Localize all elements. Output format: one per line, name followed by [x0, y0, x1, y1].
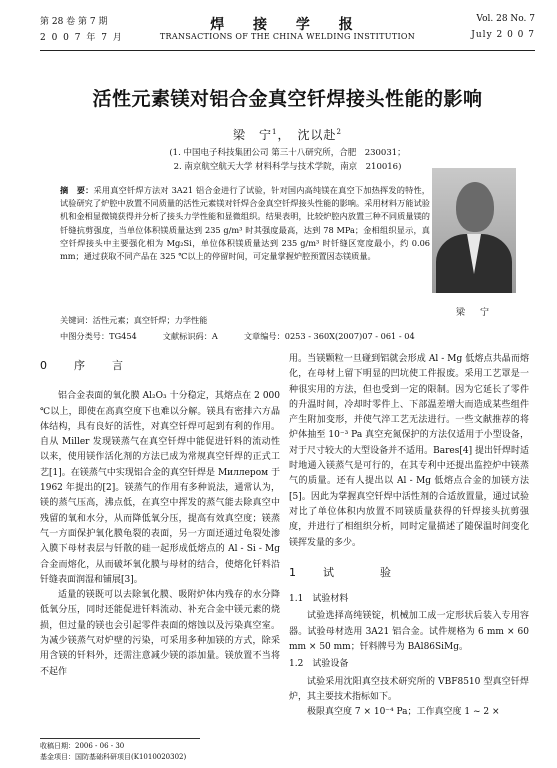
left-column — [40, 352, 280, 680]
author-line — [40, 126, 535, 143]
author-photo — [432, 168, 516, 293]
keywords-label: 关键词： — [60, 315, 93, 325]
body-paragraph: 试验采用沈阳真空技术研究所的 VBF8510 型真空钎焊炉，其主要技术指标如下。 — [289, 676, 529, 702]
photo-caption: 梁 宁 — [455, 308, 492, 318]
paper-title: 活性元素镁对铝合金真空钎焊接头性能的影响 — [92, 88, 483, 110]
header-rule — [40, 50, 535, 51]
section-heading-intro: 0 序 言 — [40, 359, 131, 372]
article-number: 文章编号：0253 - 360X(2007)07 - 061 - 04 — [243, 331, 415, 341]
header-journal-cn: 焊 接 学 报 — [210, 17, 365, 33]
author-name: ， 沈以赴 — [277, 128, 337, 142]
received-date: 收稿日期：2006 - 06 - 30 — [40, 742, 125, 750]
subsection-heading-equipment: 1.2 试验设备 — [289, 659, 349, 670]
classification-line — [60, 331, 430, 342]
affiliation-1: (1. 中国电子科技集团公司 第三十八研究所，合肥 230031； — [169, 148, 406, 158]
abstract — [60, 184, 430, 263]
running-header — [40, 14, 535, 50]
author-name: 梁 宁 — [233, 128, 273, 142]
body-paragraph: 极限真空度 7 × 10⁻⁴ Pa；工作真空度 1 ~ 2 × — [307, 707, 500, 718]
affiliation-2: 2. 南京航空航天大学 材料科学与技术学院，南京 210016) — [173, 162, 402, 172]
header-volume-issue-cn: 第 28 卷 第 7 期 — [40, 17, 108, 27]
header-journal-en: TRANSACTIONS OF THE CHINA WELDING INSTITUTION — [159, 32, 416, 41]
photo-face — [456, 182, 494, 232]
keywords-text: 活性元素；真空钎焊；力学性能 — [92, 315, 208, 325]
funding: 基金项目：国防基础科研项目(K1010020302) — [40, 753, 187, 761]
keywords — [60, 315, 430, 326]
abstract-text: 采用真空钎焊方法对 3A21 铝合金进行了试验，针对国内高纯镁在真空下加热挥发的特性，试验研究了炉腔中放置不同质量的活性元素镁对钎焊合金真空钎焊接头性能的影响。采用材料万能试验机和金相显微镜获得并分析了接头力学性能和显微组织。结果表明，比较炉腔内放置三种不同质量镁的钎缝抗剪强度，当单位体积镁质量达到 235 g/m³ 时其强度最高，达到 78 MPa；金相组织显示，真空钎焊接头中主要强化相为 Mg₂Si，单位体积镁质量达到 235 g/m³ 时钎缝区宽度最小，约 0.06 mm；通过获取不同产品在 325 ℃以上的停留时间，可定量掌握炉腔预置因态镁质量。 — [60, 185, 430, 262]
section-heading-experiment: 1 试 验 — [289, 565, 399, 579]
right-column — [289, 352, 529, 721]
body-paragraph: 用。当镁颗粒一旦碰到铝就会形成 Al - Mg 低熔点共晶而熔化，在母材上留下明显的凹坑使工件报废。采用工艺罩是一种很实用的方法，但也受到一定的限制。因为它延长了零件的升温时间，冷却时零件上、下部温差增大而造成某些组件产生附加变形，并使气淬工艺无法进行。一些文献推荐的将炉体抽至 10⁻³ Pa 真空充氮保护的方法仅适用于小型设备，对于尺寸较大的大型设备并不适用。Bares[4] 提出钎焊时适时地通入镁蒸气是可行的，在其专利中还提出监控炉中镁蒸气的质量。还有人提出以 Al - Mg 低熔点合金的加镁方法[5]。因此为掌握真空钎焊中活性剂的合适放置量，通过试验对比了单位体积内放置不同镁质量获得的钎焊接头抗剪强度，并进行了相组织分析，同时定量描述了随保温时间变化镁挥发量的多少。 — [289, 354, 529, 548]
body-paragraph: 适量的镁既可以去除氧化膜、吸附炉体内残存的水分降低氧分压，同时还能促进钎料流动、补充合金中镁元素的烧损，但过量的镁也会引起零件表面的熔蚀以及污染真空室。为减少镁蒸气对炉壁的污染，可采用多种加镁的方式，除采用含镁的钎料外，还需注意减少镁的添加量。镁放置不当将不起作 — [40, 590, 280, 677]
author-affil-mark: 1 — [272, 128, 278, 136]
subsection-heading-materials: 1.1 试验材料 — [289, 594, 349, 605]
body-paragraph: 试验选择高纯镁锭，机械加工成一定形状后装入专用容器。试验母材选用 3A21 铝合金。试件规格为 6 mm × 60 mm × 50 mm；钎料牌号为 BAl86SiMg。 — [289, 611, 529, 653]
author-affil-mark: 2 — [336, 128, 342, 136]
clc-number: 中图分类号：TG454 — [60, 331, 137, 341]
header-volume-issue-en: Vol. 28 No. 7 — [476, 14, 535, 24]
header-date-cn: 2 0 0 7 年 7 月 — [40, 33, 124, 43]
body-paragraph: 铝合金表面的氧化膜 Al₂O₃ 十分稳定，其熔点在 2 000 ℃以上，即使在高真空度下也难以分解。镁具有密排六方晶体结构，具有良好的活性，对真空钎焊可起到有利的作用。自从 Miller 发现镁蒸气在真空钎焊中能促进钎料的流动性以来，使用镁作活化剂的方法已成为常规真空钎焊的正式工艺[1]。在镁蒸气中实现铝合金的真空钎焊是 Миллером 于 1962 年提出的[2]。镁蒸气的作用有多种说法，通常认为，镁的蒸气压高，沸点低，在真空中挥发的蒸气能去除真空中残留的氧和水分，从而降低氧分压，提高有效真空度；镁蒸气一方面保护氧化膜龟裂的表面，另一方面还通过龟裂处渗入膜下母材表层与钎散的硅一起形成低熔点的 Al - Si - Mg 合金而熔化，从而破坏氧化膜与母材的结合，使熔化钎料沿钎缝表面润湿和铺展[3]。 — [40, 391, 280, 585]
header-date-en: July 2 0 0 7 — [471, 30, 535, 40]
footnote — [40, 738, 200, 763]
abstract-label: 摘 要： — [60, 185, 94, 195]
document-code: 文献标识码：A — [162, 331, 218, 341]
